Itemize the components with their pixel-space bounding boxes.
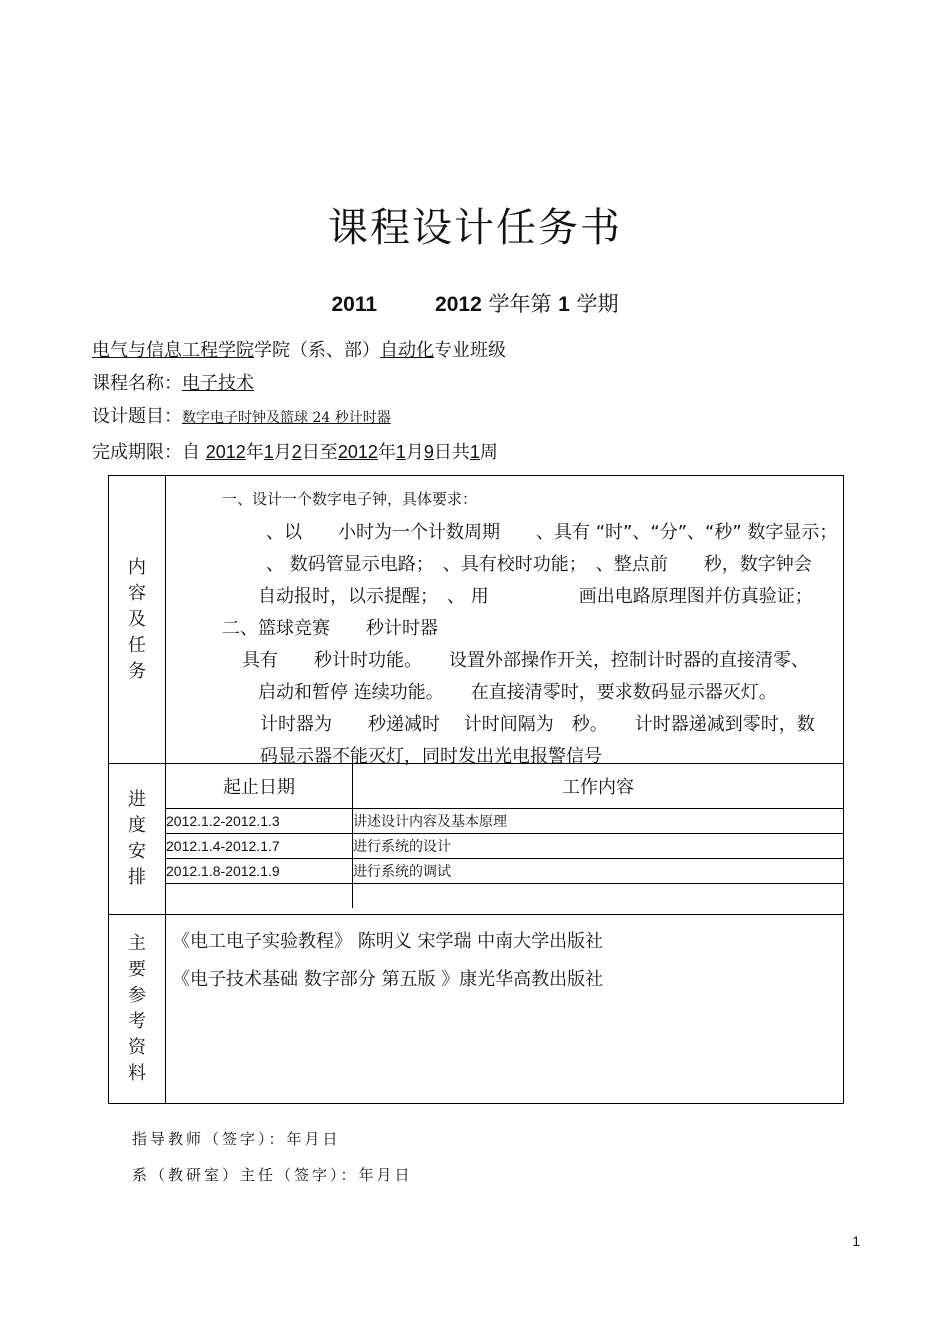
course-value: 电子技术 [182, 373, 254, 394]
label-char: 及 [128, 608, 146, 630]
period-month-char: 月 [273, 442, 292, 463]
topic-line [92, 402, 391, 428]
task-line: 自动报时，以示提醒； 、 用 画出电路原理图并仿真验证； [258, 586, 813, 607]
schedule-work: 讲述设计内容及基本原理 [353, 809, 844, 834]
label-char: 主 [128, 933, 146, 954]
task-section-label [109, 476, 166, 764]
department-rest: 学院（系、部） [254, 340, 380, 361]
task-line: 启动和暂停 连续功能。 在直接清零时，要求数码显示器灭灯。 [258, 682, 777, 703]
task-line: 计时器为 秒递减时 计时间隔为 秒。 计时器递减到零时，数 [260, 714, 815, 735]
schedule-header-date: 起止日期 [166, 764, 353, 809]
schedule-cell [166, 764, 844, 915]
topic-value: 数字电子时钟及篮球 24 秒计时器 [182, 410, 391, 426]
label-char: 任 [128, 634, 146, 656]
topic-label: 设计题目： [92, 406, 182, 427]
period-to-char: 日至 [301, 442, 338, 463]
references-content [166, 915, 844, 1104]
director-signature: 系（教研室）主任（签字）：年月日 [132, 1166, 413, 1184]
term-suffix: 学年第 [488, 292, 552, 316]
course-line [92, 369, 254, 395]
period-start-month: 1 [263, 442, 274, 462]
period-end-day: 9 [423, 442, 434, 462]
schedule-table [166, 764, 843, 908]
course-label: 课程名称： [92, 373, 182, 394]
term-year-start: 2011 [331, 293, 378, 316]
label-char: 资 [128, 1037, 146, 1058]
major-name: 自动化 [380, 340, 434, 361]
period-week-char: 周 [479, 442, 498, 463]
academic-term [0, 288, 950, 318]
period-label: 完成期限：自 [92, 442, 200, 463]
period-month-char-2: 月 [405, 442, 424, 463]
period-end-year: 2012 [337, 442, 378, 462]
major-rest: 专业班级 [434, 340, 506, 361]
schedule-date [166, 884, 353, 909]
document-title: 课程设计任务书 [328, 205, 622, 251]
label-char: 内 [128, 556, 146, 578]
label-char: 进 [128, 789, 146, 810]
period-total-char: 日共 [433, 442, 470, 463]
reference-item: 《电子技术基础 数字部分 第五版 》康光华高教出版社 [172, 969, 604, 990]
task-table [108, 475, 844, 1104]
period-line [92, 438, 498, 464]
schedule-work: 进行系统的设计 [353, 834, 844, 859]
period-start-day: 2 [291, 442, 302, 462]
term-end: 学期 [576, 292, 619, 316]
task-line: 、以 小时为一个计数周期 、具有 “时”、“分”、“秒” 数字显示； [266, 522, 838, 543]
task-line: 、 数码管显示电路； 、具有校时功能； 、整点前 秒，数字钟会 [266, 554, 812, 575]
term-number: 1 [558, 293, 570, 316]
period-start-year: 2012 [205, 442, 246, 462]
label-char: 排 [128, 867, 146, 888]
schedule-date: 2012.1.2-2012.1.3 [166, 809, 353, 834]
period-year-char-2: 年 [377, 442, 396, 463]
label-char: 容 [128, 582, 146, 604]
department-name: 电气与信息工程学院 [92, 340, 254, 361]
label-char: 要 [128, 959, 146, 980]
task-line: 一、设计一个数字电子钟，具体要求： [222, 490, 478, 508]
period-year-char: 年 [245, 442, 264, 463]
references-section-label [109, 915, 166, 1104]
label-char: 料 [128, 1063, 146, 1084]
schedule-section-label [109, 764, 166, 915]
task-content [166, 476, 844, 767]
schedule-date: 2012.1.8-2012.1.9 [166, 859, 353, 884]
label-char: 参 [128, 985, 146, 1006]
advisor-signature: 指导教师（签字）：年月日 [132, 1130, 341, 1148]
schedule-work [353, 884, 844, 909]
label-char: 务 [128, 660, 146, 682]
term-year-end: 2012 [435, 293, 482, 316]
label-char: 考 [128, 1011, 146, 1032]
schedule-work: 进行系统的调试 [353, 859, 844, 884]
task-line: 码显示器不能灭灯，同时发出光电报警信号 [260, 746, 602, 767]
task-line: 二、篮球竞赛 秒计时器 [222, 618, 438, 639]
label-char: 安 [128, 841, 146, 862]
department-line [92, 336, 506, 362]
schedule-date: 2012.1.4-2012.1.7 [166, 834, 353, 859]
period-weeks: 1 [469, 442, 480, 462]
label-char: 度 [128, 815, 146, 836]
page-number: 1 [852, 1233, 860, 1249]
task-line: 具有 秒计时功能。 设置外部操作开关，控制计时器的直接清零、 [242, 650, 809, 671]
period-end-month: 1 [395, 442, 406, 462]
reference-item: 《电工电子实验教程》 陈明义 宋学瑞 中南大学出版社 [172, 931, 604, 952]
schedule-header-work: 工作内容 [353, 764, 844, 809]
